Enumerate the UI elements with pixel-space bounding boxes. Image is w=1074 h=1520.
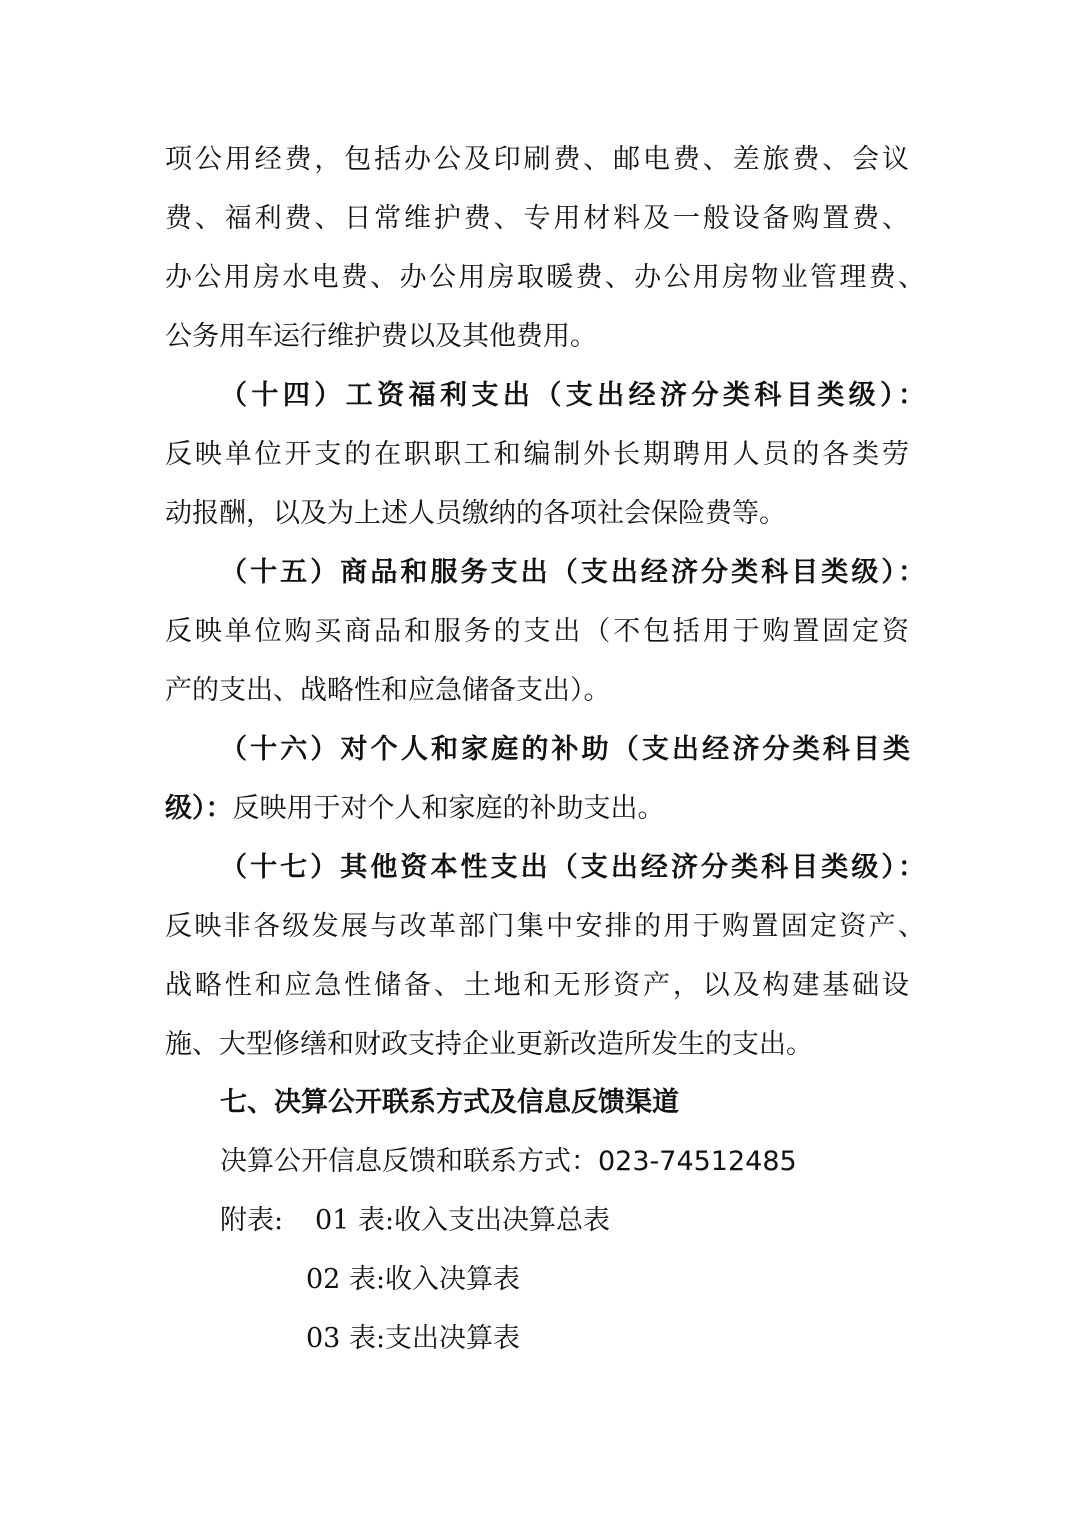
- paragraph-line: 产的支出、战略性和应急储备支出）。: [165, 675, 611, 706]
- attachment-item: 03 表:支出决算表: [306, 1323, 521, 1354]
- contact-line: [220, 1142, 797, 1182]
- paragraph-line: 施、大型修缮和财政支持企业更新改造所发生的支出。: [165, 1029, 813, 1060]
- paragraph-line: 费、福利费、日常维护费、专用材料及一般设备购置费、: [165, 203, 909, 234]
- contact-label: 决算公开信息反馈和联系方式：: [220, 1146, 598, 1177]
- item-15-title: （十五）商品和服务支出（支出经济分类科目类级）：: [220, 557, 925, 588]
- paragraph-line: 动报酬，以及为上述人员缴纳的各项社会保险费等。: [165, 498, 786, 529]
- item-14-title: （十四）工资福利支出（支出经济分类科目类级）：: [220, 380, 925, 411]
- paragraph-line: 反映非各级发展与改革部门集中安排的用于购置固定资产、: [165, 911, 925, 942]
- contact-phone: 023-74512485: [598, 1146, 797, 1177]
- attachment-label: 附表:: [220, 1205, 284, 1236]
- item-17-title: （十七）其他资本性支出（支出经济分类科目类级）：: [220, 852, 925, 883]
- paragraph-line: 战略性和应急性储备、土地和无形资产，以及构建基础设: [165, 970, 909, 1001]
- paragraph-line: 项公用经费，包括办公及印刷费、邮电费、差旅费、会议: [165, 144, 909, 175]
- paragraph-line: 反映单位购买商品和服务的支出（不包括用于购置固定资: [165, 616, 909, 647]
- section-7-heading: 七、决算公开联系方式及信息反馈渠道: [220, 1087, 679, 1118]
- attachment-item: 01 表:收入支出决算总表: [315, 1205, 611, 1236]
- item-16-line: [165, 789, 665, 829]
- paragraph-line: 反映单位开支的在职职工和编制外长期聘用人员的各类劳: [165, 439, 909, 470]
- item-16-text: 反映用于对个人和家庭的补助支出。: [232, 793, 665, 824]
- item-16-title: （十六）对个人和家庭的补助（支出经济分类科目类: [220, 734, 910, 765]
- item-16-title-cont: 级）：: [165, 793, 233, 824]
- attachment-item: 02 表:收入决算表: [306, 1264, 521, 1295]
- paragraph-line: 办公用房水电费、办公用房取暖费、办公用房物业管理费、: [165, 262, 925, 293]
- paragraph-line: 公务用车运行维护费以及其他费用。: [165, 321, 597, 352]
